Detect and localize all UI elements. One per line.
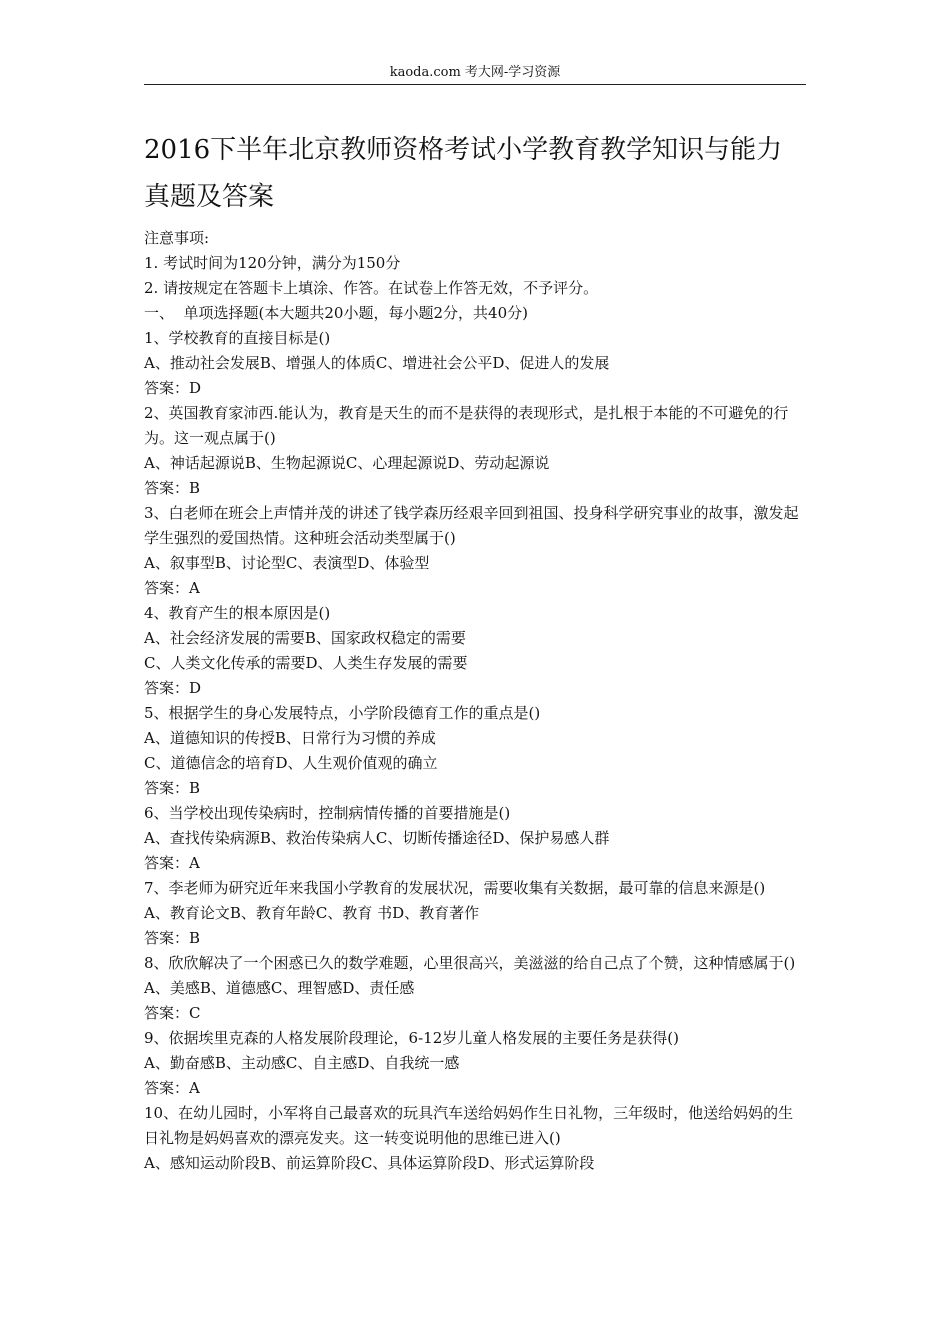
note-item: 1. 考试时间为120分钟，满分为150分 [144, 254, 401, 272]
header-divider [144, 84, 806, 85]
question-options: A、叙事型B、讨论型C、表演型D、体验型 [144, 554, 430, 572]
question-options: A、感知运动阶段B、前运算阶段C、具体运算阶段D、形式运算阶段 [144, 1154, 595, 1172]
question-answer: 答案：C [144, 1004, 201, 1022]
question-stem: 3、白老师在班会上声情并茂的讲述了钱学森历经艰辛回到祖国、投身科学研究事业的故事，激发起学生强烈的爱国热情。这种班会活动类型属于() [144, 504, 799, 547]
question-options: A、查找传染病源B、救治传染病人C、切断传播途径D、保护易感人群 [144, 829, 610, 847]
question-stem: 2、英国教育家沛西.能认为，教育是天生的而不是获得的表现形式，是扎根于本能的不可避免的行为。这一观点属于() [144, 404, 789, 447]
question-answer: 答案：A [144, 854, 200, 872]
document-body [144, 226, 806, 1176]
question-stem: 1、学校教育的直接目标是() [144, 329, 331, 347]
page-header: kaoda.com 考大网-学习资源 [389, 65, 561, 80]
document-title: 2016下半年北京教师资格考试小学教育教学知识与能力真题及答案 [144, 135, 783, 212]
question-answer: 答案：D [144, 679, 202, 697]
question-options: A、神话起源说B、生物起源说C、心理起源说D、劳动起源说 [144, 454, 550, 472]
question-stem: 4、教育产生的根本原因是() [144, 604, 331, 622]
question-answer: 答案：D [144, 379, 202, 397]
question-options: A、社会经济发展的需要B、国家政权稳定的需要 [144, 629, 466, 647]
question-options: A、推动社会发展B、增强人的体质C、增进社会公平D、促进人的发展 [144, 354, 610, 372]
question-stem: 6、当学校出现传染病时，控制病情传播的首要措施是() [144, 804, 511, 822]
question-stem: 7、李老师为研究近年来我国小学教育的发展状况，需要收集有关数据，最可靠的信息来源是() [144, 879, 766, 897]
question-answer: 答案：B [144, 929, 201, 947]
notes-heading: 注意事项: [144, 229, 210, 247]
question-stem: 5、根据学生的身心发展特点，小学阶段德育工作的重点是() [144, 704, 541, 722]
question-options: C、道德信念的培育D、人生观价值观的确立 [144, 754, 438, 772]
question-stem: 10、在幼儿园时，小军将自己最喜欢的玩具汽车送给妈妈作生日礼物，三年级时，他送给妈妈的生日礼物是妈妈喜欢的漂亮发夹。这一转变说明他的思维已进入() [144, 1104, 794, 1147]
question-answer: 答案：B [144, 479, 201, 497]
question-options: A、道德知识的传授B、日常行为习惯的养成 [144, 729, 436, 747]
question-answer: 答案：B [144, 779, 201, 797]
question-stem: 8、欣欣解决了一个困惑已久的数学难题，心里很高兴，美滋滋的给自己点了个赞，这种情感属于() [144, 954, 796, 972]
question-options: A、美感B、道德感C、理智感D、责任感 [144, 979, 415, 997]
note-item: 2. 请按规定在答题卡上填涂、作答。在试卷上作答无效，不予评分。 [144, 279, 599, 297]
question-answer: 答案：A [144, 579, 200, 597]
question-options: A、教育论文B、教育年龄C、教育 书D、教育著作 [144, 904, 480, 922]
question-options: A、勤奋感B、主动感C、自主感D、自我统一感 [144, 1054, 460, 1072]
question-stem: 9、依据埃里克森的人格发展阶段理论，6-12岁儿童人格发展的主要任务是获得() [144, 1029, 679, 1047]
question-answer: 答案：A [144, 1079, 200, 1097]
section-heading: 一、 单项选择题(本大题共20小题，每小题2分，共40分) [144, 304, 528, 322]
question-options: C、人类文化传承的需要D、人类生存发展的需要 [144, 654, 468, 672]
